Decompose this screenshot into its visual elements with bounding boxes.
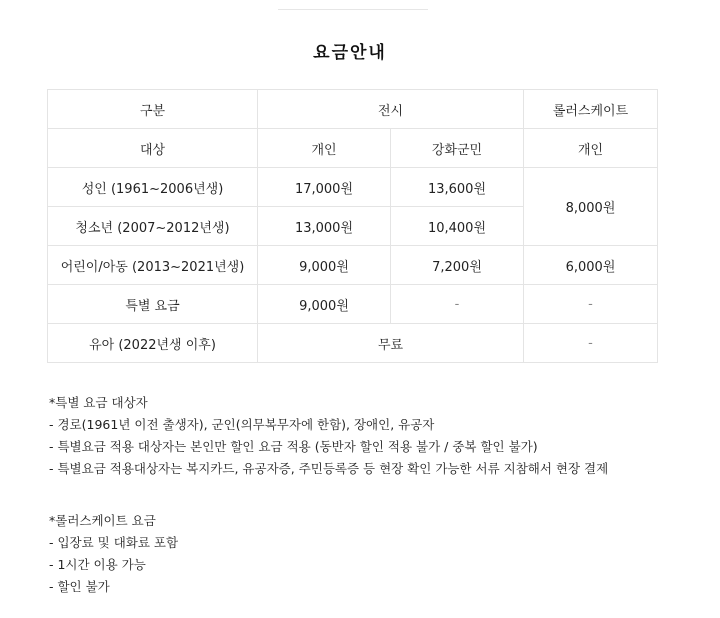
header-target: 대상 <box>48 129 258 168</box>
top-divider <box>278 9 428 10</box>
header-skate-individual: 개인 <box>524 129 658 168</box>
special-fee-heading: *특별 요금 대상자 <box>49 395 148 410</box>
list-item: - 입장료 및 대화료 포함 <box>49 535 179 550</box>
price-individual: 13,000원 <box>258 207 391 246</box>
page-title: 요금안내 <box>313 43 387 63</box>
table-row <box>48 168 658 207</box>
table-header-row <box>48 90 658 129</box>
row-label: 특별 요금 <box>48 285 258 324</box>
price-skate: 6,000원 <box>524 246 658 285</box>
price-individual: 9,000원 <box>258 285 391 324</box>
special-fee-notes <box>49 392 608 480</box>
price-skate: - <box>524 324 658 363</box>
rollerskate-fee-notes <box>49 510 178 598</box>
row-label: 유아 (2022년생 이후) <box>48 324 258 363</box>
header-category: 구분 <box>48 90 258 129</box>
price-ganghwa: - <box>391 285 524 324</box>
table-row <box>48 324 658 363</box>
fee-table <box>47 89 658 363</box>
header-exhibition: 전시 <box>258 90 524 129</box>
price-individual: 9,000원 <box>258 246 391 285</box>
header-rollerskate: 롤러스케이트 <box>524 90 658 129</box>
price-free: 무료 <box>258 324 524 363</box>
row-label: 성인 (1961~2006년생) <box>48 168 258 207</box>
list-item: - 경로(1961년 이전 출생자), 군인(의무복무자에 한함), 장애인, 유공자 <box>49 417 435 432</box>
price-skate: - <box>524 285 658 324</box>
price-ganghwa: 7,200원 <box>391 246 524 285</box>
header-individual: 개인 <box>258 129 391 168</box>
row-label: 어린이/아동 (2013~2021년생) <box>48 246 258 285</box>
price-ganghwa: 10,400원 <box>391 207 524 246</box>
price-skate-adult-youth: 8,000원 <box>524 168 658 246</box>
header-ganghwa-residents: 강화군민 <box>391 129 524 168</box>
table-row <box>48 285 658 324</box>
list-item: - 1시간 이용 가능 <box>49 557 146 572</box>
table-row <box>48 246 658 285</box>
price-individual: 17,000원 <box>258 168 391 207</box>
list-item: - 할인 불가 <box>49 579 110 594</box>
list-item: - 특별요금 적용 대상자는 본인만 할인 요금 적용 (동반자 할인 적용 불가 / 중복 할인 불가) <box>49 439 538 454</box>
list-item: - 특별요금 적용대상자는 복지카드, 유공자증, 주민등록증 등 현장 확인 가능한 서류 지참해서 현장 결제 <box>49 461 609 476</box>
row-label: 청소년 (2007~2012년생) <box>48 207 258 246</box>
rollerskate-fee-heading: *롤러스케이트 요금 <box>49 513 156 528</box>
price-ganghwa: 13,600원 <box>391 168 524 207</box>
table-subheader-row <box>48 129 658 168</box>
